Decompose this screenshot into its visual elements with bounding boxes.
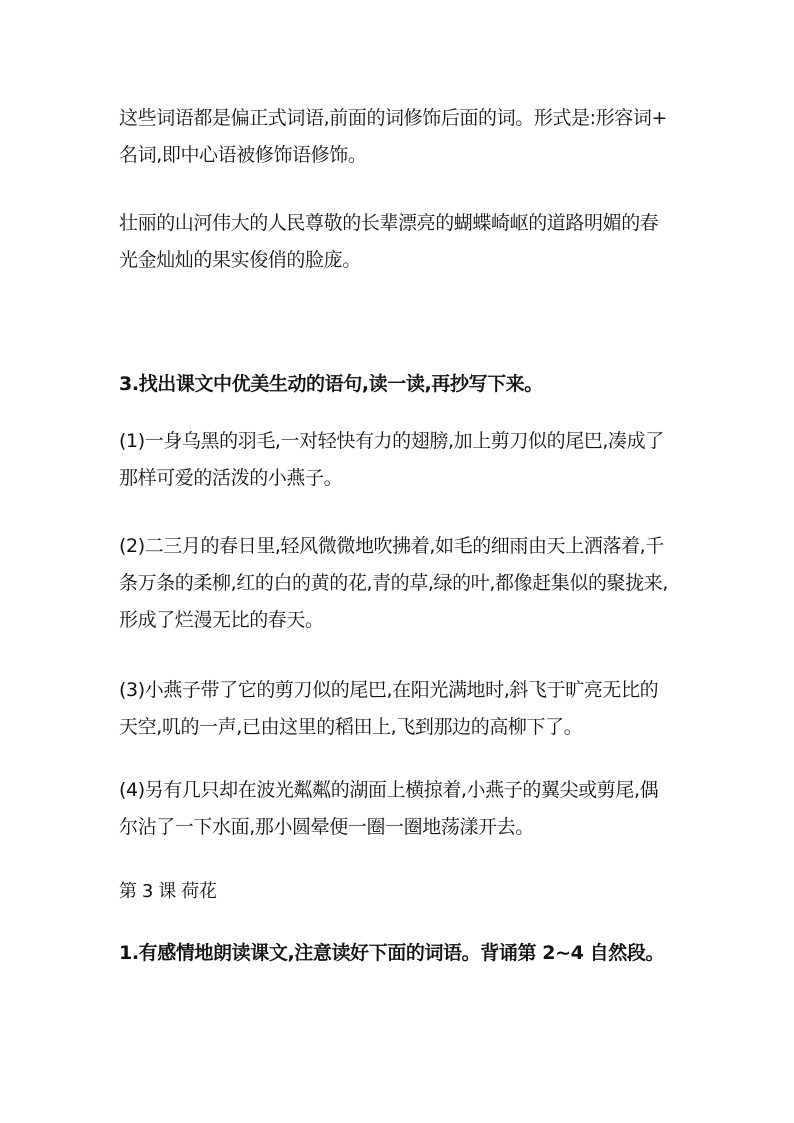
text-line: (2)二三月的春日里,轻风微微地吹拂着,如毛的细雨由天上洒落着,千 (119, 535, 664, 557)
text-line: 光金灿灿的果实俊俏的脸庞。 (119, 249, 361, 271)
text-line: (1)一身乌黑的羽毛,一对轻快有力的翅膀,加上剪刀似的尾巴,凑成了 (119, 430, 664, 452)
lesson-title-text: 第 3 课 荷花 (119, 881, 217, 902)
exercise-heading-1 (119, 935, 679, 972)
quote-item-4 (119, 772, 679, 846)
text-line: 这些词语都是偏正式词语,前面的词修饰后面的词。形式是:形容词+ (119, 107, 667, 129)
text-line: 形成了烂漫无比的春天。 (119, 609, 324, 631)
paragraph-word-examples (119, 205, 679, 279)
text-line: 天空,叽的一声,已由这里的稻田上,飞到那边的高柳下了。 (119, 716, 583, 738)
quote-item-1 (119, 423, 679, 497)
text-line: (4)另有几只却在波光粼粼的湖面上横掠着,小燕子的翼尖或剪尾,偶 (119, 779, 659, 801)
quote-item-2 (119, 528, 679, 639)
paragraph-word-structure-explanation (119, 100, 679, 174)
lesson-title (119, 873, 679, 910)
text-line: (3)小燕子带了它的剪刀似的尾巴,在阳光满地时,斜飞于旷亮无比的 (119, 679, 659, 701)
heading-text: 3.找出课文中优美生动的语句,读一读,再抄写下来。 (119, 373, 543, 395)
quote-item-3 (119, 672, 679, 746)
text-line: 尔沾了一下水面,那小圆晕便一圈一圈地荡漾开去。 (119, 816, 534, 838)
text-line: 名词,即中心语被修饰语修饰。 (119, 144, 367, 166)
exercise-heading-3 (119, 366, 679, 403)
text-line: 条万条的柔柳,红的白的黄的花,青的草,绿的叶,都像赶集似的聚拢来, (119, 572, 668, 594)
heading-text: 1.有感情地朗读课文,注意读好下面的词语。背诵第 2~4 自然段。 (119, 942, 665, 964)
text-line: 壮丽的山河伟大的人民尊敬的长辈漂亮的蝴蝶崎岖的道路明媚的春 (119, 212, 659, 234)
text-line: 那样可爱的活泼的小燕子。 (119, 467, 343, 489)
